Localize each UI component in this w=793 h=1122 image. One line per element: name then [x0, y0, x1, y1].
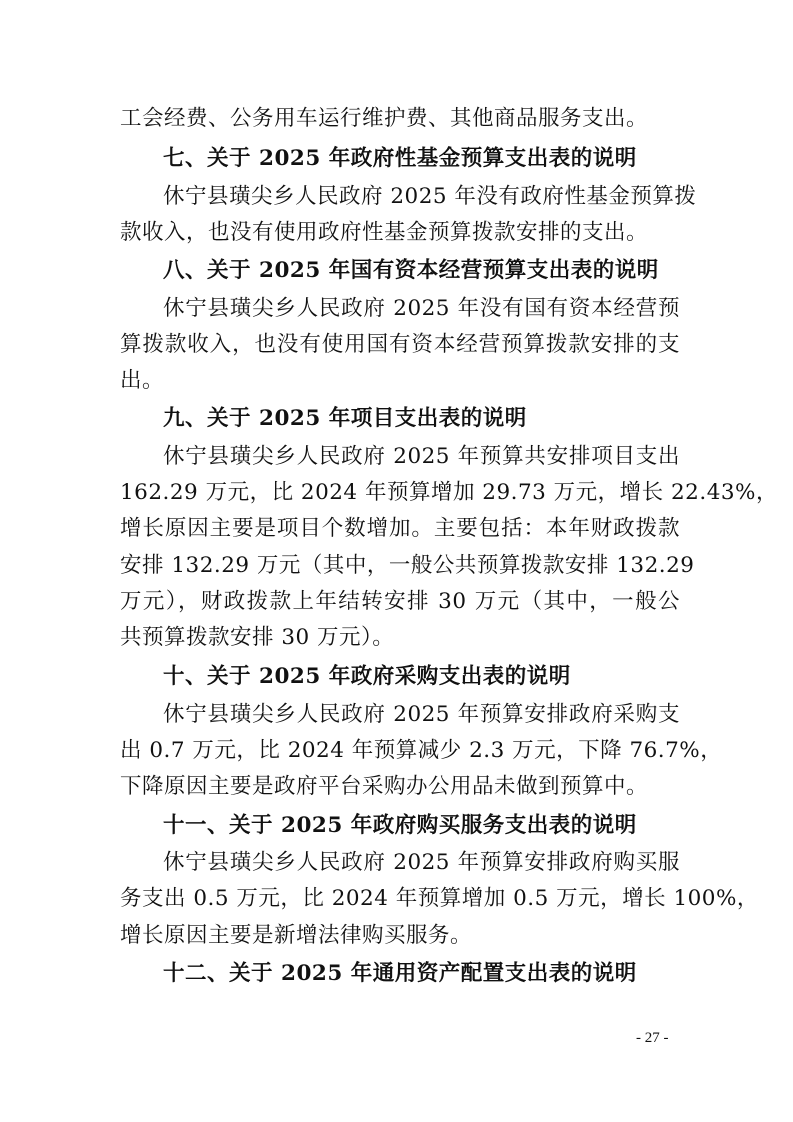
- paragraph-line: 休宁县璜尖乡人民政府 2025 年预算共安排项目支出: [163, 444, 680, 469]
- paragraph-line: 休宁县璜尖乡人民政府 2025 年没有政府性基金预算拨: [163, 184, 697, 209]
- paragraph-line: 务支出 0.5 万元，比 2024 年预算增加 0.5 万元，增长 100%，: [120, 886, 759, 911]
- paragraph-line: 休宁县璜尖乡人民政府 2025 年预算安排政府购买服: [163, 850, 680, 875]
- section-heading-9: 九、关于 2025 年项目支出表的说明: [163, 406, 527, 431]
- paragraph-line: 162.29 万元，比 2024 年预算增加 29.73 万元，增长 22.43%，: [120, 480, 778, 505]
- section-heading-12: 十二、关于 2025 年通用资产配置支出表的说明: [163, 961, 637, 986]
- section-heading-10: 十、关于 2025 年政府采购支出表的说明: [163, 664, 571, 689]
- paragraph-line: 增长原因主要是项目个数增加。主要包括：本年财政拨款: [120, 516, 680, 541]
- paragraph-line: 出。: [120, 368, 165, 393]
- paragraph-line: 休宁县璜尖乡人民政府 2025 年没有国有资本经营预: [163, 296, 680, 321]
- paragraph-line: 款收入，也没有使用政府性基金预算拨款安排的支出。: [120, 220, 649, 245]
- paragraph-line: 下降原因主要是政府平台采购办公用品未做到预算中。: [120, 774, 649, 799]
- paragraph-line: 出 0.7 万元，比 2024 年预算减少 2.3 万元，下降 76.7%，: [120, 738, 723, 763]
- paragraph-line: 共预算拨款安排 30 万元）。: [120, 625, 395, 650]
- paragraph-line: 增长原因主要是新增法律购买服务。: [120, 923, 473, 948]
- section-heading-7: 七、关于 2025 年政府性基金预算支出表的说明: [163, 146, 637, 171]
- paragraph-line: 工会经费、公务用车运行维护费、其他商品服务支出。: [120, 106, 649, 131]
- paragraph-line: 算拨款收入，也没有使用国有资本经营预算拨款安排的支: [120, 332, 680, 357]
- paragraph-line: 休宁县璜尖乡人民政府 2025 年预算安排政府采购支: [163, 702, 680, 727]
- section-heading-8: 八、关于 2025 年国有资本经营预算支出表的说明: [163, 258, 659, 283]
- paragraph-line: 安排 132.29 万元（其中，一般公共预算拨款安排 132.29: [120, 553, 695, 578]
- page-number: - 27 -: [636, 1030, 669, 1046]
- paragraph-line: 万元），财政拨款上年结转安排 30 万元（其中，一般公: [120, 589, 680, 614]
- section-heading-11: 十一、关于 2025 年政府购买服务支出表的说明: [163, 813, 637, 838]
